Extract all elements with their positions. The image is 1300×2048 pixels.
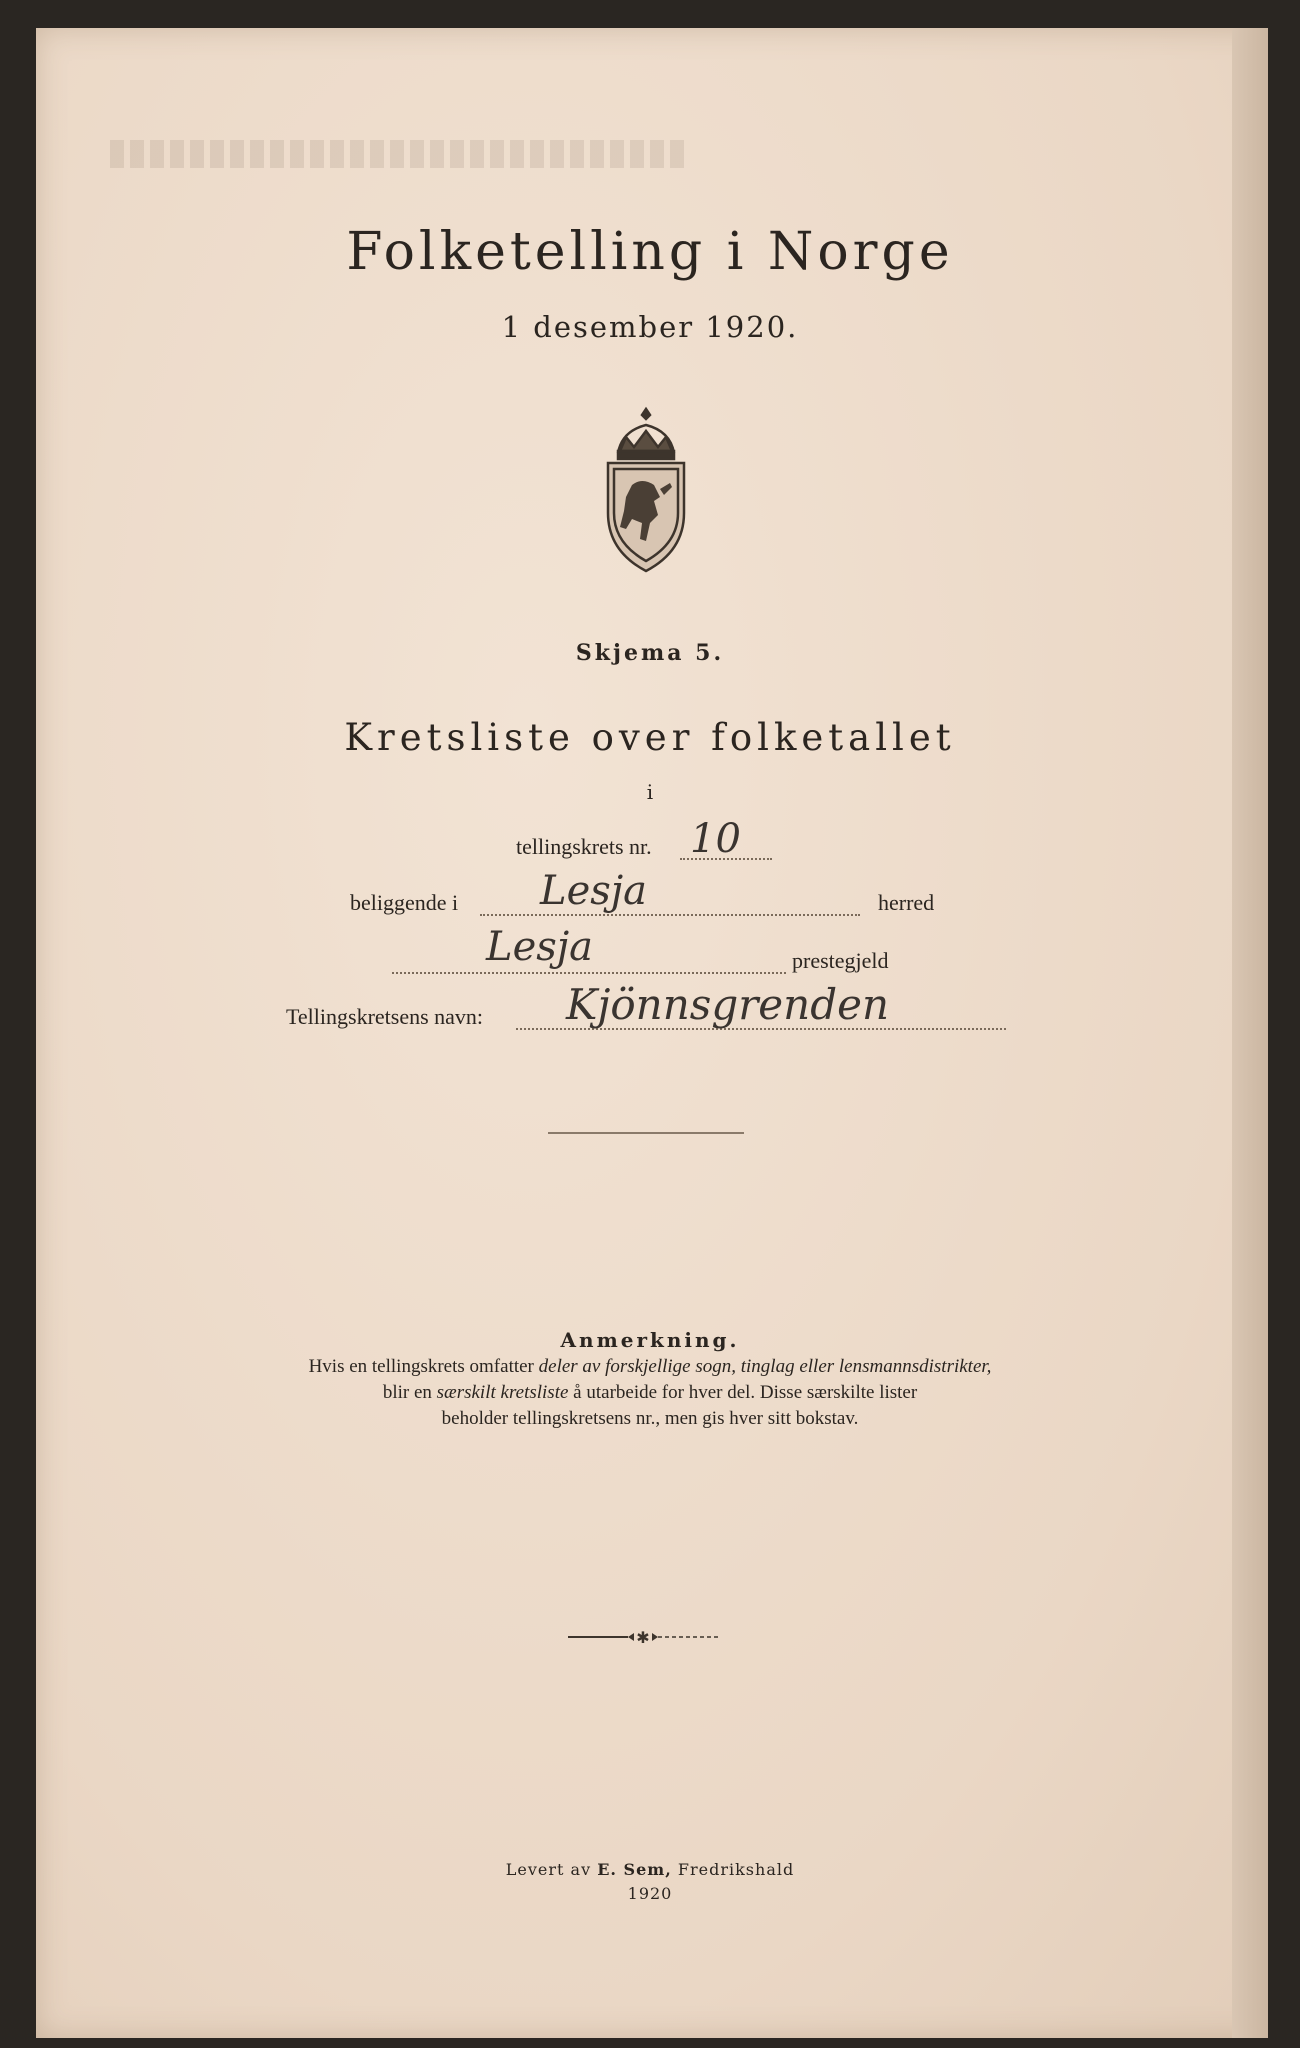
note-text: å utarbeide for hver del. Disse særskilte lister: [568, 1382, 918, 1403]
printer-name: E. Sem,: [597, 1860, 672, 1879]
herred-label: herred: [878, 890, 935, 915]
bleed-through-text: [110, 140, 690, 168]
kretsnavn-field[interactable]: Kjönnsgrenden: [566, 980, 889, 1029]
star-ornament-icon: [568, 1628, 718, 1646]
note-emphasis: særskilt kretsliste: [436, 1382, 569, 1403]
note-text: Hvis en tellingskrets omfatter: [308, 1356, 539, 1377]
note-line-1: [0, 1356, 1300, 1378]
beliggende-label: beliggende i: [350, 890, 459, 915]
note-emphasis: deler av forskjellige sogn, tinglag eller lensmannsdistrikter,: [538, 1356, 992, 1377]
divider: [548, 1132, 744, 1134]
prestegjeld-field[interactable]: Lesja: [486, 924, 594, 970]
norwegian-coat-of-arms-icon: [596, 405, 696, 575]
note-heading: Anmerkning.: [560, 1328, 740, 1352]
beliggende-line: [480, 914, 860, 916]
heading-connector: i: [646, 780, 654, 804]
tellingskrets-label: tellingskrets nr.: [516, 834, 652, 859]
note-line-2: [0, 1382, 1300, 1404]
printer-credit: [0, 1860, 1300, 1879]
navn-label: Tellingskretsens navn:: [286, 1004, 484, 1029]
prestegjeld-label: prestegjeld: [792, 948, 889, 973]
note-line-3: beholder tellingskretsens nr., men gis hver sitt bokstav.: [441, 1408, 859, 1429]
tellingskrets-field[interactable]: 10: [690, 816, 741, 862]
printer-text: Levert av: [505, 1860, 598, 1879]
census-date: 1 desember 1920.: [501, 310, 799, 344]
svg-text:✱: ✱: [636, 1628, 650, 1646]
printer-place: Fredrikshald: [671, 1860, 795, 1879]
herred-field[interactable]: Lesja: [540, 868, 648, 914]
prestegjeld-line: [392, 972, 786, 974]
document-title: Folketelling i Norge: [346, 222, 954, 282]
form-heading: Kretsliste over folketallet: [344, 716, 956, 759]
schema-number: Skjema 5.: [575, 640, 725, 666]
note-text: blir en: [382, 1382, 437, 1403]
printer-year: 1920: [627, 1884, 673, 1903]
